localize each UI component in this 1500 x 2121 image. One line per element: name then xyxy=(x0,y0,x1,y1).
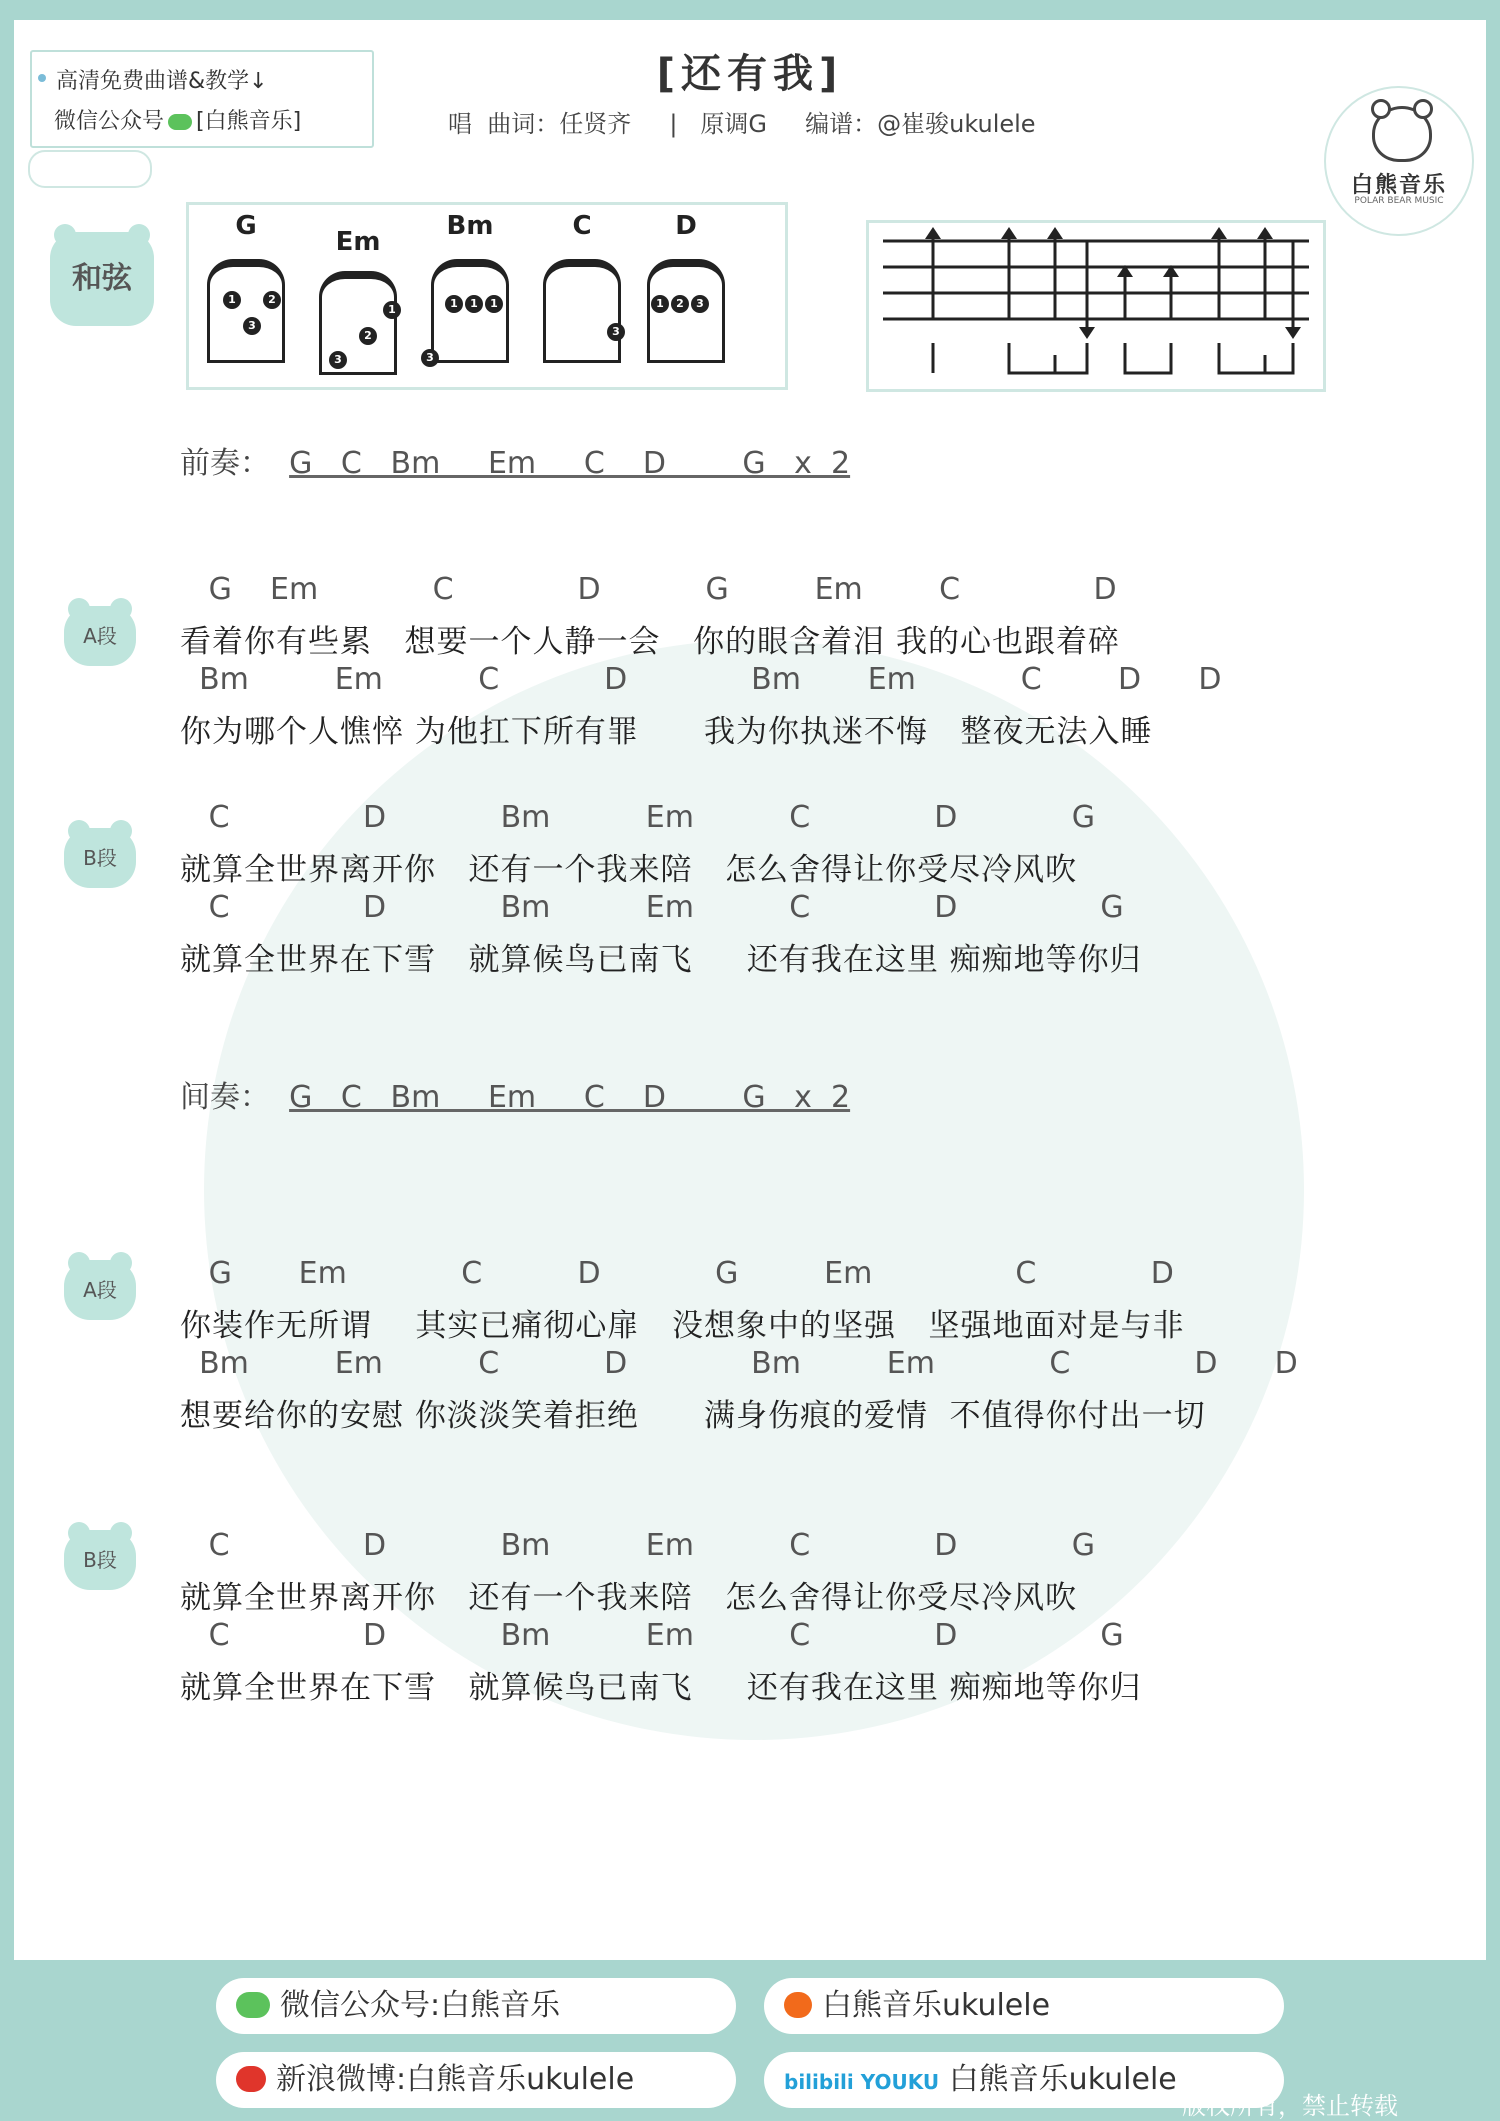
promo-line-2: 微信公众号 [白熊音乐] xyxy=(54,109,302,134)
chord-line: Bm Em C D Bm Em C D D xyxy=(180,1346,1298,1381)
copyright-notice: 版权所有，禁止转载 xyxy=(1182,2092,1398,2120)
bilibili-youku-logos: bilibili YOUKU xyxy=(784,2070,940,2094)
wechat-icon xyxy=(168,114,192,130)
lyric-line: 就算全世界在下雪 就算候鸟已南飞 还有我在这里 痴痴地等你归 xyxy=(180,942,1142,978)
badge-chords: 和弦 xyxy=(50,232,154,326)
ukulele-outline-icon xyxy=(28,150,152,188)
logo-subtitle: POLAR BEAR MUSIC xyxy=(1354,196,1444,206)
chord-diagram-g: G 1 2 3 xyxy=(201,211,291,371)
strum-pattern-panel xyxy=(866,220,1326,392)
chord-line: G Em C D G Em C D xyxy=(180,1256,1174,1291)
footer-weibo[interactable]: 新浪微博:白熊音乐ukulele xyxy=(216,2052,736,2108)
bear-icon xyxy=(1372,106,1432,162)
song-title: [还有我] xyxy=(656,51,844,97)
lyric-line: 就算全世界离开你 还有一个我来陪 怎么舍得让你受尽冷风吹 xyxy=(180,1580,1078,1616)
badge-section-b: B段 xyxy=(64,828,136,888)
promo-line-1: 高清免费曲谱&教学↓ xyxy=(56,69,268,94)
lyric-line: 你装作无所谓 其实已痛彻心扉 没想象中的坚强 坚强地面对是与非 xyxy=(180,1308,1185,1344)
song-credits: 唱 曲词：任贤齐 | 原调G 编谱：@崔骏ukulele xyxy=(448,110,1036,138)
badge-section-a: A段 xyxy=(64,1260,136,1320)
chord-line: Bm Em C D Bm Em C D D xyxy=(180,662,1222,697)
wechat-icon xyxy=(236,1992,270,2018)
intro-line: 前奏： G C Bm Em C D G x 2 xyxy=(180,446,851,481)
logo-name: 白熊音乐 xyxy=(1350,173,1447,198)
score-sheet xyxy=(14,20,1486,1960)
chord-line: C D Bm Em C D G xyxy=(180,1528,1095,1563)
chord-diagram-c: C 3 xyxy=(537,211,627,371)
lyric-line: 就算全世界离开你 还有一个我来陪 怎么舍得让你受尽冷风吹 xyxy=(180,852,1078,888)
lyric-line: 想要给你的安慰 你淡淡笑着拒绝 满身伤痕的爱情 不值得你付出一切 xyxy=(180,1398,1206,1434)
lyric-line: 你为哪个人憔悴 为他扛下所有罪 我为你执迷不悔 整夜无法入睡 xyxy=(180,714,1153,750)
interlude-line: 间奏： G C Bm Em C D G x 2 xyxy=(180,1080,851,1115)
footer-wechat[interactable]: 微信公众号:白熊音乐 xyxy=(216,1978,736,2034)
chord-line: C D Bm Em C D G xyxy=(180,1618,1124,1653)
chord-diagram-d: D 1 2 3 xyxy=(641,211,731,371)
footer-video[interactable]: bilibili YOUKU 白熊音乐ukulele xyxy=(764,2052,1284,2108)
chord-diagram-bm: Bm 1 1 1 3 xyxy=(425,211,515,371)
chord-line: C D Bm Em C D G xyxy=(180,800,1095,835)
lyric-line: 就算全世界在下雪 就算候鸟已南飞 还有我在这里 痴痴地等你归 xyxy=(180,1670,1142,1706)
brand-logo xyxy=(1324,86,1474,236)
weibo-icon xyxy=(236,2066,266,2092)
footer-taobao[interactable]: 白熊音乐ukulele xyxy=(764,1978,1284,2034)
taobao-icon xyxy=(784,1992,812,2018)
lyric-line: 看着你有些累 想要一个人静一会 你的眼含着泪 我的心也跟着碎 xyxy=(180,624,1120,660)
chord-diagram-panel xyxy=(186,202,788,390)
badge-section-a: A段 xyxy=(64,606,136,666)
chord-line: G Em C D G Em C D xyxy=(180,572,1117,607)
chord-diagram-em: Em 1 2 3 xyxy=(313,211,403,371)
strum-pattern xyxy=(869,223,1323,389)
chord-line: C D Bm Em C D G xyxy=(180,890,1124,925)
badge-section-b: B段 xyxy=(64,1530,136,1590)
